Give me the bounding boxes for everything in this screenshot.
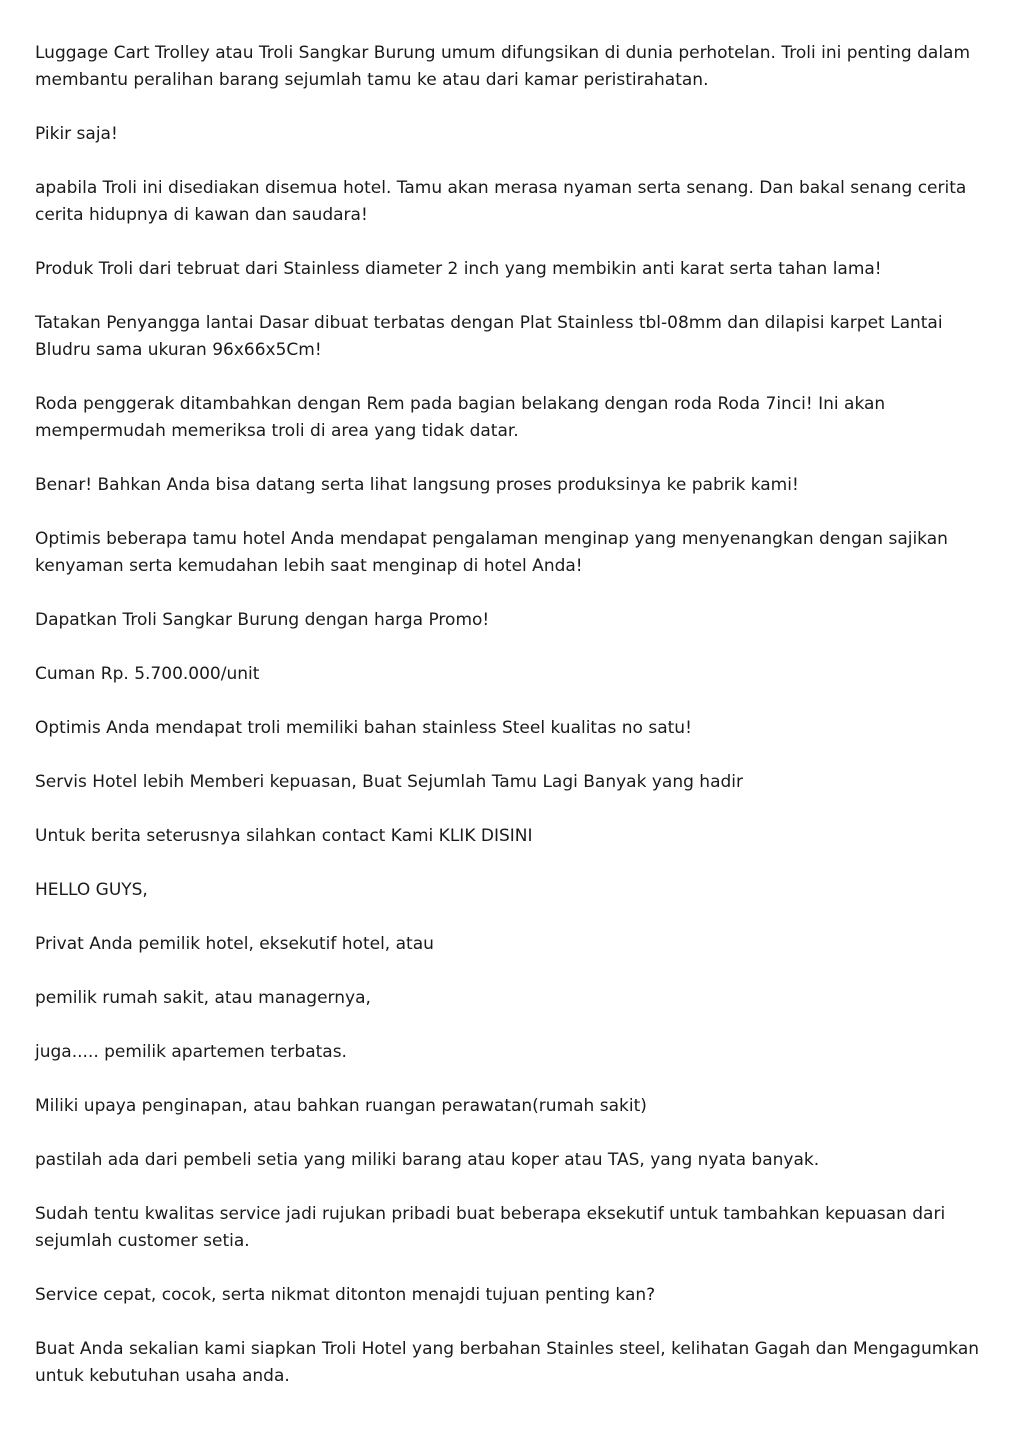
paragraph-dapatkan: Dapatkan Troli Sangkar Burung dengan harga Promo!	[35, 610, 490, 630]
paragraph-privat: Privat Anda pemilik hotel, eksekutif hotel, atau	[35, 934, 434, 954]
paragraph-hello: HELLO GUYS,	[35, 880, 148, 900]
paragraph-apabila: apabila Troli ini disediakan disemua hotel. Tamu akan merasa nyaman serta senang. Dan bakal senang cerita cerita hidupnya di kawan dan saudara!	[35, 178, 967, 225]
paragraph-apartemen: juga..... pemilik apartemen terbatas.	[35, 1042, 347, 1062]
paragraph-tatakan: Tatakan Penyangga lantai Dasar dibuat terbatas dengan Plat Stainless tbl-08mm dan dilapisi karpet Lantai Bludru sama ukuran 96x66x5Cm!	[35, 313, 943, 360]
paragraph-sudah-tentu: Sudah tentu kwalitas service jadi rujukan pribadi buat beberapa eksekutif untuk tambahkan kepuasan dari sejumlah customer setia.	[35, 1204, 946, 1251]
paragraph-buat-anda: Buat Anda sekalian kami siapkan Troli Hotel yang berbahan Stainles steel, kelihatan Gagah dan Mengagumkan untuk kebutuhan usaha anda.	[35, 1339, 980, 1386]
paragraph-servis: Servis Hotel lebih Memberi kepuasan, Buat Sejumlah Tamu Lagi Banyak yang hadir	[35, 772, 743, 792]
paragraph-intro: Luggage Cart Trolley atau Troli Sangkar Burung umum difungsikan di dunia perhotelan. Troli ini penting dalam membantu peralihan barang sejumlah tamu ke atau dari kamar peristirahatan.	[35, 43, 971, 90]
document-page	[35, 40, 995, 1417]
paragraph-optimis-bahan: Optimis Anda mendapat troli memiliki bahan stainless Steel kualitas no satu!	[35, 718, 692, 738]
paragraph-benar: Benar! Bahkan Anda bisa datang serta lihat langsung proses produksinya ke pabrik kami!	[35, 475, 799, 495]
paragraph-miliki: Miliki upaya penginapan, atau bahkan ruangan perawatan(rumah sakit)	[35, 1096, 647, 1116]
paragraph-rumah-sakit: pemilik rumah sakit, atau managernya,	[35, 988, 371, 1008]
paragraph-optimis-tamu: Optimis beberapa tamu hotel Anda mendapat pengalaman menginap yang menyenangkan dengan sajikan kenyaman serta kemudahan lebih saat menginap di hotel Anda!	[35, 529, 948, 576]
paragraph-harga: Cuman Rp. 5.700.000/unit	[35, 664, 260, 684]
paragraph-produk: Produk Troli dari tebruat dari Stainless diameter 2 inch yang membikin anti karat serta tahan lama!	[35, 259, 882, 279]
paragraph-contact: Untuk berita seterusnya silahkan contact Kami KLIK DISINI	[35, 826, 533, 846]
paragraph-pastilah: pastilah ada dari pembeli setia yang miliki barang atau koper atau TAS, yang nyata banyak.	[35, 1150, 820, 1170]
paragraph-service-cepat: Service cepat, cocok, serta nikmat ditonton menajdi tujuan penting kan?	[35, 1285, 656, 1305]
paragraph-pikir-saja: Pikir saja!	[35, 124, 118, 144]
paragraph-roda: Roda penggerak ditambahkan dengan Rem pada bagian belakang dengan roda Roda 7inci! Ini akan mempermudah memeriksa troli di area yang tidak datar.	[35, 394, 886, 441]
